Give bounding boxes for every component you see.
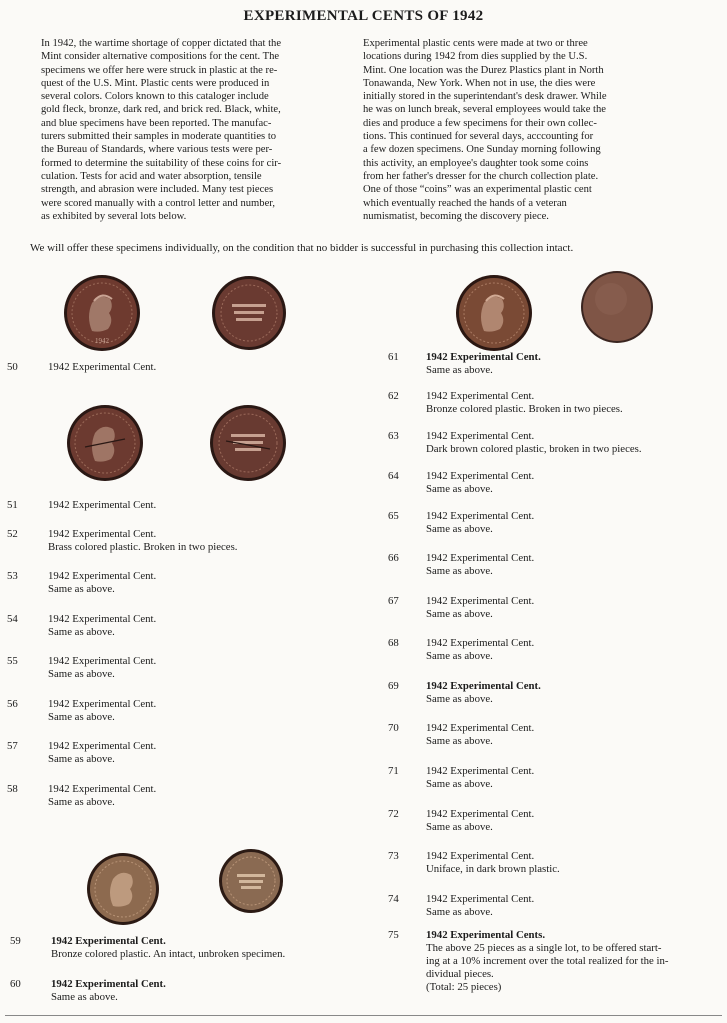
coin-image-lot-50-reverse bbox=[210, 274, 288, 352]
lot-title: 1942 Experimental Cent. bbox=[426, 595, 535, 607]
lot-description: Same as above. bbox=[51, 991, 118, 1003]
lot-number: 58 bbox=[7, 783, 18, 795]
lot-description: Same as above. bbox=[48, 753, 115, 765]
intro-paragraph-left: In 1942, the wartime shortage of copper dictated that the Mint consider alternative compositions for the cent. The specimens we offer here were struck in plastic at the re- quest of the U.S. Mint. Plastic cents were produced in several colors. Colors known to this cataloger include gold fleck, bronze, dark red, and brick red. Black, white, and blue specimens have been reported. The manufac- turers submitted their samples in moderate quantities to the Bureau of Standards, where various tests were per- formed to determine the suitability of these coins for cir- culation. Tests for acid and water absorption, tensile strength, and abrasion were included. Many test pieces were scored manually with a control letter and number, as exhibited by several lots below. bbox=[41, 38, 282, 222]
lot-description: Dark brown colored plastic, broken in two pieces. bbox=[426, 443, 642, 455]
lot-title: 1942 Experimental Cent. bbox=[48, 740, 157, 752]
lot-number: 65 bbox=[388, 510, 399, 522]
lot-number: 51 bbox=[7, 499, 18, 511]
coin-image-lot-51-obverse bbox=[65, 403, 145, 483]
lot-description: Same as above. bbox=[426, 650, 493, 662]
lot-title: 1942 Experimental Cent. bbox=[426, 893, 535, 905]
lot-description: Same as above. bbox=[426, 483, 493, 495]
lot-title: 1942 Experimental Cent. bbox=[426, 510, 535, 522]
lot-description: Bronze colored plastic. An intact, unbroken specimen. bbox=[51, 948, 286, 960]
lot-description: Same as above. bbox=[426, 608, 493, 620]
lot-description: Same as above. bbox=[48, 583, 115, 595]
lot-description: Brass colored plastic. Broken in two pieces. bbox=[48, 541, 238, 553]
lot-number: 59 bbox=[10, 935, 21, 947]
lot-number: 53 bbox=[7, 570, 18, 582]
lot-title: 1942 Experimental Cent. bbox=[48, 528, 157, 540]
lot-description: Same as above. bbox=[426, 565, 493, 577]
coin-image-lot-59-reverse bbox=[218, 848, 284, 914]
offer-note: We will offer these specimens individually, on the condition that no bidder is successful in purchasing this collection intact. bbox=[30, 242, 574, 254]
lot-number: 50 bbox=[7, 361, 18, 373]
lot-number: 54 bbox=[7, 613, 18, 625]
lot-title: 1942 Experimental Cent. bbox=[426, 351, 541, 363]
lot-title: 1942 Experimental Cent. bbox=[51, 978, 166, 990]
lot-number: 60 bbox=[10, 978, 21, 990]
lot-title: 1942 Experimental Cent. bbox=[426, 470, 535, 482]
coin-image-lot-50-obverse bbox=[62, 273, 142, 353]
lot-description: Same as above. bbox=[426, 778, 493, 790]
coin-image-lot-59-obverse bbox=[85, 851, 161, 927]
lot-title: 1942 Experimental Cent. bbox=[48, 361, 157, 373]
lot-number: 61 bbox=[388, 351, 399, 363]
lot-number: 73 bbox=[388, 850, 399, 862]
lot-number: 62 bbox=[388, 390, 399, 402]
lot-number: 52 bbox=[7, 528, 18, 540]
coin-image-lot-61-obverse bbox=[454, 273, 534, 353]
lot-description: Same as above. bbox=[426, 693, 493, 705]
lot-number: 68 bbox=[388, 637, 399, 649]
lot-title: 1942 Experimental Cent. bbox=[426, 680, 541, 692]
lot-title: 1942 Experimental Cent. bbox=[48, 613, 157, 625]
lot-description: Same as above. bbox=[426, 523, 493, 535]
lot-description: Same as above. bbox=[426, 364, 493, 376]
lot-number: 56 bbox=[7, 698, 18, 710]
lot-description: The above 25 pieces as a single lot, to be offered start- ing at a 10% increment over the total realized for the in- dividual pieces. (Total: 25 pieces) bbox=[426, 942, 669, 993]
lot-number: 63 bbox=[388, 430, 399, 442]
coin-image-lot-51-reverse bbox=[208, 403, 288, 483]
lot-title: 1942 Experimental Cent. bbox=[48, 698, 157, 710]
lot-title: 1942 Experimental Cent. bbox=[48, 655, 157, 667]
lot-title: 1942 Experimental Cent. bbox=[48, 783, 157, 795]
lot-title: 1942 Experimental Cent. bbox=[426, 808, 535, 820]
lot-title: 1942 Experimental Cents. bbox=[426, 929, 546, 941]
lot-number: 70 bbox=[388, 722, 399, 734]
lot-title: 1942 Experimental Cent. bbox=[426, 765, 535, 777]
lot-number: 67 bbox=[388, 595, 399, 607]
lot-number: 71 bbox=[388, 765, 399, 777]
coin-date-label: 1942 bbox=[95, 337, 109, 345]
bottom-rule bbox=[5, 1015, 722, 1016]
lot-number: 75 bbox=[388, 929, 399, 941]
lot-number: 66 bbox=[388, 552, 399, 564]
lot-number: 74 bbox=[388, 893, 399, 905]
coin-image-lot-61-uniface bbox=[579, 269, 655, 345]
lot-number: 55 bbox=[7, 655, 18, 667]
lot-description: Same as above. bbox=[48, 626, 115, 638]
lot-title: 1942 Experimental Cent. bbox=[48, 570, 157, 582]
lot-description: Same as above. bbox=[426, 821, 493, 833]
lot-number: 64 bbox=[388, 470, 399, 482]
lot-description: Bronze colored plastic. Broken in two pieces. bbox=[426, 403, 623, 415]
lot-title: 1942 Experimental Cent. bbox=[426, 637, 535, 649]
lot-description: Same as above. bbox=[48, 668, 115, 680]
lot-number: 69 bbox=[388, 680, 399, 692]
lot-title: 1942 Experimental Cent. bbox=[426, 850, 535, 862]
lot-number: 57 bbox=[7, 740, 18, 752]
page-title: EXPERIMENTAL CENTS OF 1942 bbox=[243, 8, 484, 24]
lot-description: Same as above. bbox=[48, 711, 115, 723]
lot-title: 1942 Experimental Cent. bbox=[51, 935, 166, 947]
intro-paragraph-right: Experimental plastic cents were made at two or three locations during 1942 from dies supplied by the U.S. Mint. One location was the Durez Plastics plant in North Tonawanda, New York. When not in use, the dies were initially stored in the superintendant's desk drawer. While he was on lunch break, several employees would take the dies and produce a few specimens for their own collec- tions. This continued for several days, acccounting for a few dozen specimens. One Sunday morning following this activity, an employee's daughter took some coins from her father's dresser for the church collection plate. One of those “coins” was an experimental plastic cent which eventually reached the hands of a veteran numismatist, becoming the discovery piece. bbox=[363, 38, 607, 222]
lot-title: 1942 Experimental Cent. bbox=[426, 430, 535, 442]
lot-description: Same as above. bbox=[48, 796, 115, 808]
lot-description: Uniface, in dark brown plastic. bbox=[426, 863, 560, 875]
lot-number: 72 bbox=[388, 808, 399, 820]
lot-title: 1942 Experimental Cent. bbox=[426, 552, 535, 564]
lot-description: Same as above. bbox=[426, 735, 493, 747]
lot-title: 1942 Experimental Cent. bbox=[426, 390, 535, 402]
lot-description: Same as above. bbox=[426, 906, 493, 918]
lot-title: 1942 Experimental Cent. bbox=[48, 499, 157, 511]
lot-title: 1942 Experimental Cent. bbox=[426, 722, 535, 734]
